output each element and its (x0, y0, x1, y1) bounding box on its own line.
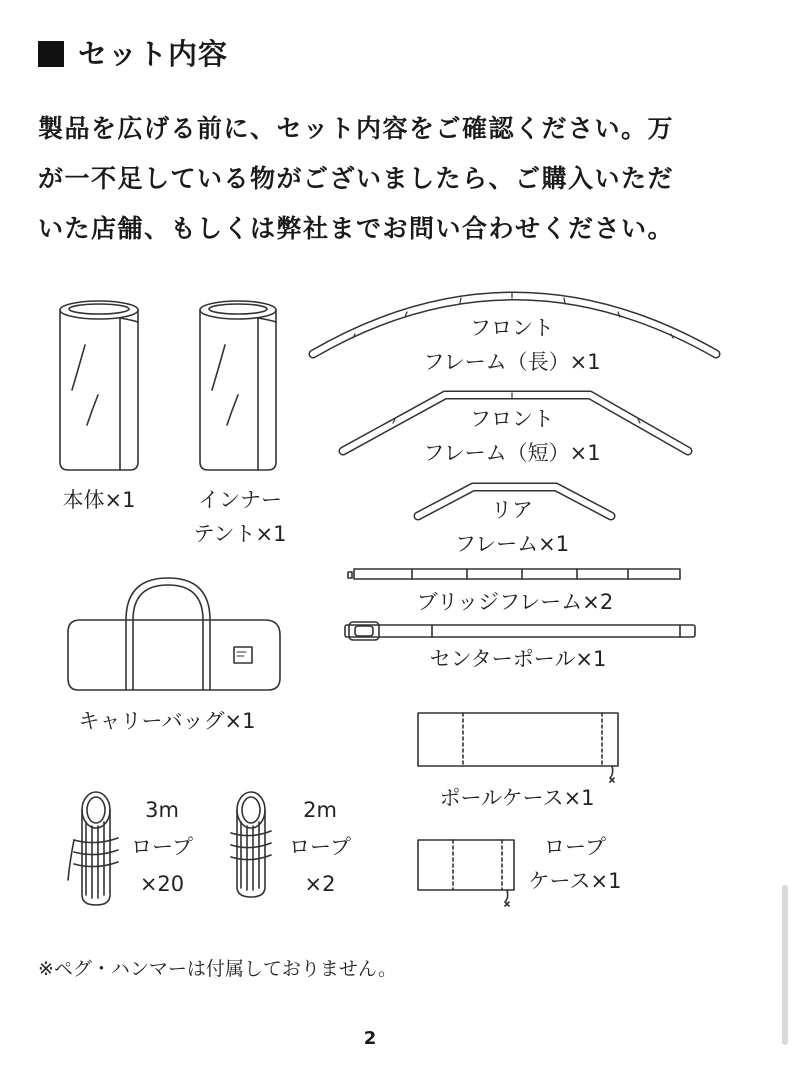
carry-bag-label: キャリーバッグ×1 (78, 709, 256, 733)
tent-body-illustration (60, 301, 138, 470)
footnote: ※ペグ・ハンマーは付属しておりません。 (38, 958, 398, 980)
inner-tent-label: インナー テント×1 (193, 488, 287, 546)
rear-frame-label: リア フレーム×1 (454, 498, 570, 556)
center-pole-illustration (345, 622, 695, 640)
inner-tent-illustration (200, 301, 276, 470)
bridge-frame-illustration (348, 569, 680, 579)
carry-bag-illustration (68, 578, 280, 690)
intro-line: が一不足している物がございましたら、ご購入いただ (38, 164, 675, 193)
rope-3m-illustration (68, 792, 118, 905)
front-frame-long-label: フロント フレーム（長）×1 (423, 316, 601, 374)
pole-case-label: ポールケース×1 (439, 786, 595, 810)
rope-case-label: ロープ ケース×1 (528, 835, 622, 893)
intro-line: 製品を広げる前に、セット内容をご確認ください。万 (38, 114, 675, 143)
vertical-scrollbar[interactable] (782, 885, 788, 1045)
rope-2m-label: 2m ロープ ×2 (289, 798, 351, 896)
section-title: セット内容 (78, 37, 229, 71)
page-number: 2 (363, 1028, 377, 1049)
pole-case-illustration (418, 713, 618, 782)
center-pole-label: センターポール×1 (429, 647, 607, 671)
bridge-frame-label: ブリッジフレーム×2 (416, 590, 614, 614)
body-label: 本体×1 (62, 488, 136, 512)
rope-2m-illustration (231, 792, 271, 897)
rope-3m-label: 3m ロープ ×20 (131, 798, 193, 896)
intro-line: いた店舗、もしくは弊社までお問い合わせください。 (38, 214, 675, 243)
rope-case-illustration (418, 840, 514, 906)
front-frame-short-label: フロント フレーム（短）×1 (423, 407, 601, 465)
